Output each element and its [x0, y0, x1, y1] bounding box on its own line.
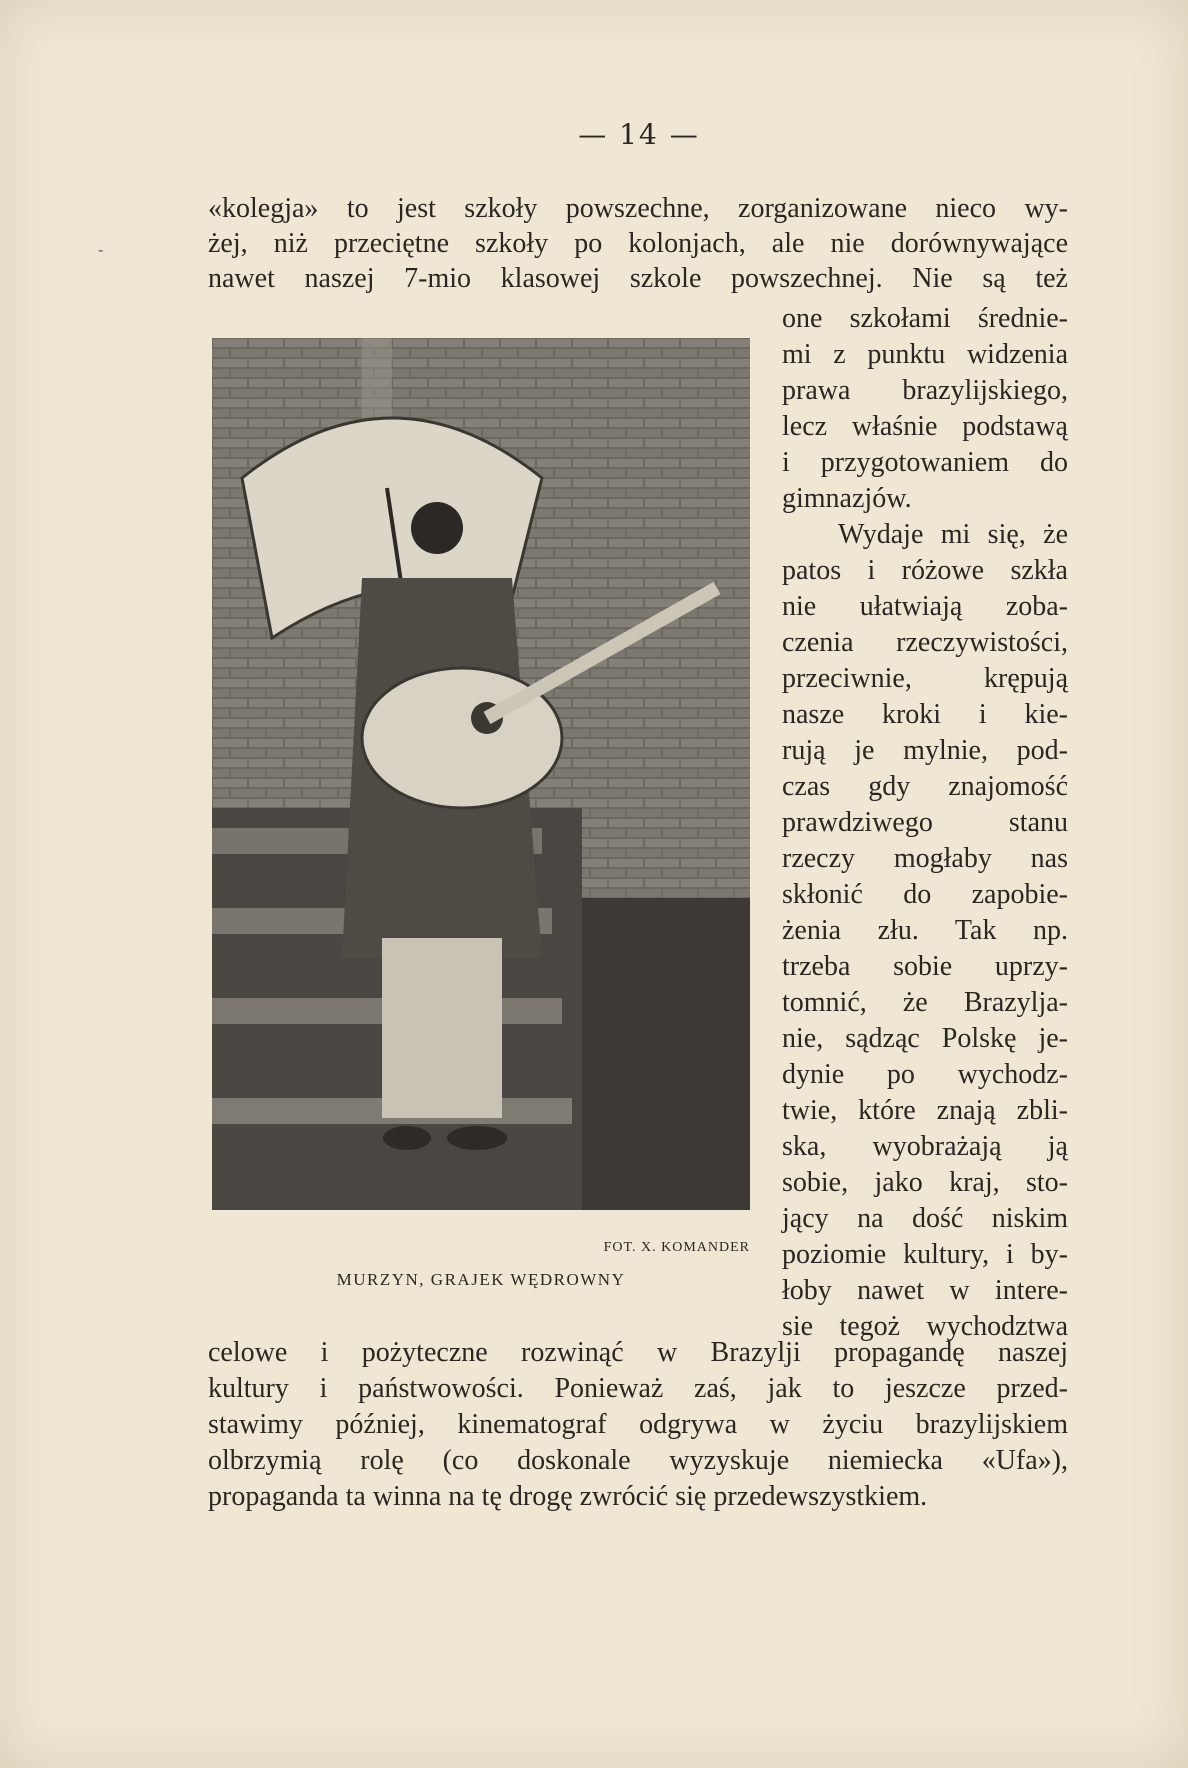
- text-line: dynie po wychodz-: [782, 1059, 1068, 1090]
- photograph: [212, 338, 750, 1210]
- text-line: nie, sądząc Polskę je-: [782, 1023, 1068, 1054]
- text-line: sobie, jako kraj, sto-: [782, 1167, 1068, 1198]
- text-line: ska, wyobrażają ją: [782, 1131, 1068, 1162]
- text-line: czas gdy znajomość: [782, 771, 1068, 802]
- text-line: celowe i pożyteczne rozwinąć w Brazylji propagandę naszej: [208, 1337, 1068, 1368]
- photo-caption: MURZYN, GRAJEK WĘDROWNY: [336, 1270, 626, 1289]
- text-line: nie ułatwiają zoba-: [782, 591, 1068, 622]
- text-line: patos i różowe szkła: [782, 555, 1068, 586]
- text-line: przeciwnie, krępują: [782, 663, 1068, 694]
- margin-mark: -: [98, 240, 104, 259]
- page-number: — 14 —: [578, 118, 700, 151]
- text-line: stawimy później, kinematograf odgrywa w życiu brazylijskiem: [208, 1409, 1068, 1440]
- text-line: one szkołami średnie-: [782, 303, 1068, 334]
- text-line: rzeczy mogłaby nas: [782, 843, 1068, 874]
- text-line: i przygotowaniem do: [782, 447, 1068, 478]
- text-line: skłonić do zapobie-: [782, 879, 1068, 910]
- text-line: rują je mylnie, pod-: [782, 735, 1068, 766]
- photo-illustration: [212, 338, 750, 1210]
- text-line: nawet naszej 7-mio klasowej szkole powszechnej. Nie są też: [208, 263, 1068, 294]
- text-line: tomnić, że Brazylja-: [782, 987, 1068, 1018]
- text-line: gimnazjów.: [782, 483, 912, 514]
- text-line: Wydaje mi się, że: [838, 519, 1068, 550]
- text-line: żenia złu. Tak np.: [782, 915, 1068, 946]
- text-line: czenia rzeczywistości,: [782, 627, 1068, 658]
- text-line: «kolegja» to jest szkoły powszechne, zorganizowane nieco wy-: [208, 193, 1068, 224]
- text-line: łoby nawet w intere-: [782, 1275, 1068, 1306]
- text-line: twie, które znają zbli-: [782, 1095, 1068, 1126]
- text-line: trzeba sobie uprzy-: [782, 951, 1068, 982]
- text-line: poziomie kultury, i by-: [782, 1239, 1068, 1270]
- text-line: mi z punktu widzenia: [782, 339, 1068, 370]
- text-line: sie tegoż wychodztwa: [782, 1311, 1068, 1342]
- text-line: olbrzymią rolę (co doskonale wyzyskuje niemiecka «Ufa»),: [208, 1445, 1068, 1476]
- text-line: prawa brazylijskiego,: [782, 375, 1068, 406]
- photo-credit: FOT. X. KOMANDER: [603, 1240, 750, 1255]
- text-line: propaganda ta winna na tę drogę zwrócić się przedewszystkiem.: [208, 1481, 928, 1512]
- text-line: jący na dość niskim: [782, 1203, 1068, 1234]
- text-line: żej, niż przeciętne szkoły po kolonjach, ale nie dorównywające: [208, 228, 1068, 259]
- text-line: lecz właśnie podstawą: [782, 411, 1068, 442]
- text-line: nasze kroki i kie-: [782, 699, 1068, 730]
- text-line: kultury i państwowości. Ponieważ zaś, jak to jeszcze przed-: [208, 1373, 1068, 1404]
- text-line: prawdziwego stanu: [782, 807, 1068, 838]
